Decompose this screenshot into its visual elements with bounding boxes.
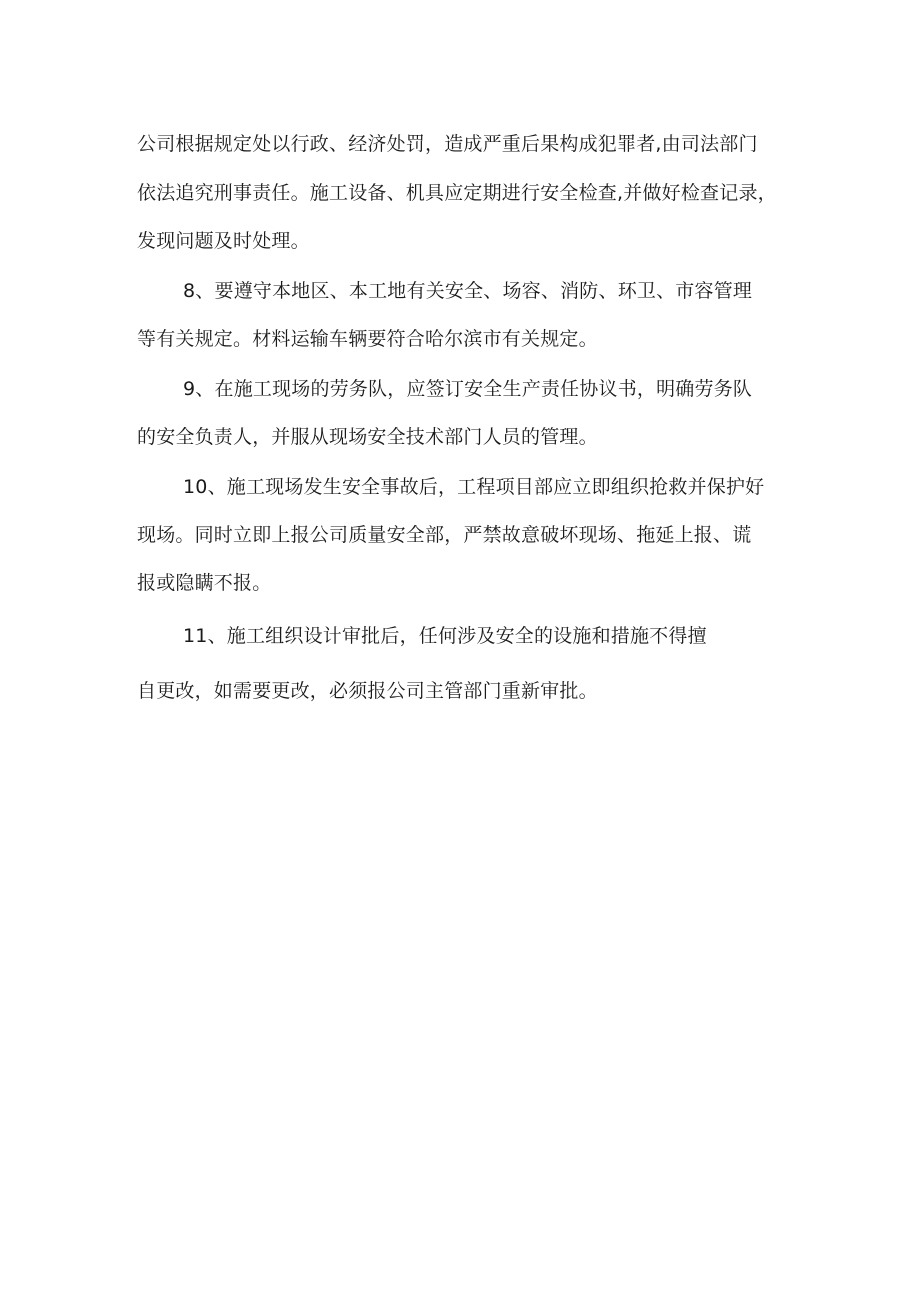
item-10-line-1: 10、施工现场发生安全事故后，工程项目部应立即组织抢救并保护好 [183,476,765,498]
item-8-line-1: 8、要遵守本地区、本工地有关安全、场容、消防、环卫、市容管理 [183,280,753,302]
item-10-line-2: 现场。同时立即上报公司质量安全部，严禁故意破坏现场、拖延上报、谎 [137,524,752,546]
item-10-line-3: 报或隐瞒不报。 [137,572,272,594]
item-8-line-2: 等有关规定。材料运输车辆要符合哈尔滨市有关规定。 [137,328,598,350]
item-9-line-2: 的安全负责人，并服从现场安全技术部门人员的管理。 [137,426,598,448]
text-line-1: 公司根据规定处以行政、经济处罚，造成严重后果构成犯罪者,由司法部门 [137,133,758,155]
text-line-3: 发现问题及时处理。 [137,230,310,252]
text-line-2: 依法追究刑事责任。施工设备、机具应定期进行安全检查,并做好检查记录， [137,182,777,204]
item-9-line-1: 9、在施工现场的劳务队，应签订安全生产责任协议书，明确劳务队 [183,378,753,400]
item-11-line-1: 11、施工组织设计审批后，任何涉及安全的设施和措施不得擅 [183,625,707,647]
item-11-line-2: 自更改，如需要更改，必须报公司主管部门重新审批。 [137,680,598,702]
